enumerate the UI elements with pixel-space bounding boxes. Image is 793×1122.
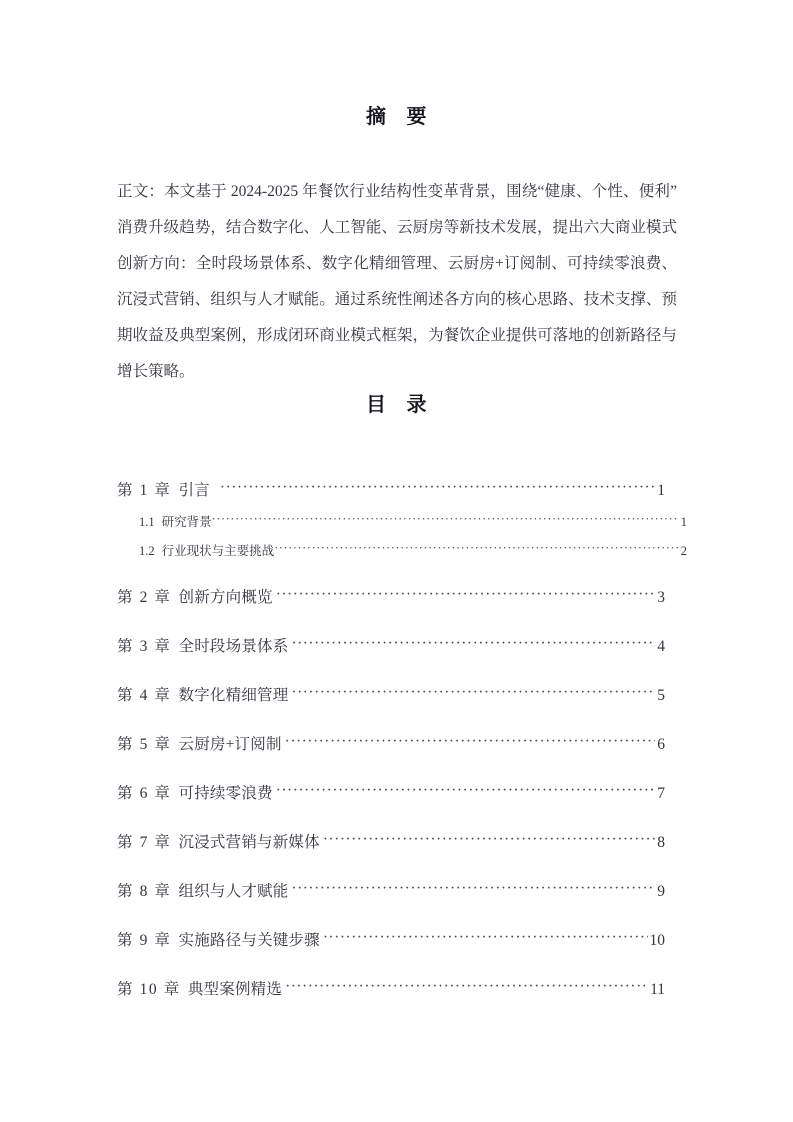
toc-entry-number: 第 6 章 [117, 785, 172, 802]
toc-entry[interactable] [117, 634, 665, 656]
toc-entry-number: 第 9 章 [117, 932, 172, 949]
toc-leader-dots [276, 782, 656, 800]
toc-entry-page-number: 9 [657, 883, 665, 900]
toc-heading [0, 388, 793, 417]
toc-leader-dots [285, 733, 656, 751]
abstract-body-text: 正文：本文基于 2024-2025 年餐饮行业结构性变革背景，围绕“健康、个性、便利”消费升级趋势，结合数字化、人工智能、云厨房等新技术发展，提出六大商业模式创新方向：全时段场景体系、数字化精细管理、云厨房+订阅制、可持续零浪费、沉浸式营销、组织与人才赋能。通过系统性阐述各方向的核心思路、技术支撑、预期收益及典型案例，形成闭环商业模式框架，为餐饮企业提供可落地的创新路径与增长策略。 [117, 182, 677, 380]
toc-entry[interactable] [117, 585, 665, 607]
toc-entry-title: 创新方向概览 [178, 589, 273, 606]
toc-entry-title: 实施路径与关键步骤 [178, 932, 320, 949]
toc-entry[interactable] [117, 541, 687, 559]
toc-entry-title: 行业现状与主要挑战 [161, 544, 275, 558]
toc-entry-page-number: 11 [650, 981, 665, 998]
abstract-heading [0, 100, 793, 129]
toc-entry-page-number: 1 [680, 515, 687, 529]
toc-leader-dots [323, 929, 648, 947]
toc-entry-title: 全时段场景体系 [178, 638, 289, 655]
toc-leader-dots [323, 831, 655, 849]
toc-leader-dots [276, 586, 656, 604]
toc-entry-page-number: 7 [657, 785, 665, 802]
toc-entry-number: 1.1 [139, 515, 155, 529]
toc-entry-number: 第 5 章 [117, 736, 172, 753]
toc-entry-page-number: 5 [657, 687, 665, 704]
toc-entry-number: 第 10 章 [117, 981, 181, 998]
toc-entry[interactable] [117, 879, 665, 901]
toc-entry-page-number: 1 [657, 482, 665, 499]
toc-list [117, 478, 687, 1026]
toc-entry-number: 第 4 章 [117, 687, 172, 704]
toc-entry-title: 可持续零浪费 [178, 785, 273, 802]
toc-entry-number: 第 8 章 [117, 883, 172, 900]
toc-entry-number: 第 7 章 [117, 834, 172, 851]
toc-entry-title: 沉浸式营销与新媒体 [178, 834, 320, 851]
toc-entry-page-number: 4 [657, 638, 665, 655]
toc-entry-page-number: 6 [657, 736, 665, 753]
toc-leader-dots [291, 684, 655, 702]
toc-entry-page-number: 3 [657, 589, 665, 606]
toc-entry-number: 第 2 章 [117, 589, 172, 606]
toc-entry[interactable] [117, 478, 665, 500]
toc-entry-title: 引言 [178, 482, 210, 499]
toc-leader-dots [274, 541, 679, 556]
toc-entry-number: 第 1 章 [117, 482, 172, 499]
toc-leader-dots [291, 635, 655, 653]
toc-heading-char-2: 录 [406, 394, 427, 416]
toc-entry-title: 云厨房+订阅制 [178, 736, 282, 753]
toc-entry[interactable] [117, 512, 687, 530]
toc-entry-title: 组织与人才赋能 [178, 883, 289, 900]
toc-entry-title: 典型案例精选 [187, 981, 283, 998]
toc-entry-number: 第 3 章 [117, 638, 172, 655]
toc-heading-char-1: 目 [366, 394, 387, 416]
toc-leader-dots [291, 880, 655, 898]
toc-entry-title: 研究背景 [161, 515, 212, 529]
abstract-heading-char-2: 要 [406, 106, 427, 128]
toc-entry[interactable] [117, 732, 665, 754]
toc-entry-page-number: 8 [657, 834, 665, 851]
toc-leader-dots [212, 512, 679, 527]
toc-entry[interactable] [117, 683, 665, 705]
toc-leader-dots [220, 479, 655, 497]
toc-entry-title: 数字化精细管理 [178, 687, 289, 704]
toc-entry[interactable] [117, 928, 665, 950]
toc-entry[interactable] [117, 781, 665, 803]
toc-entry[interactable] [117, 977, 665, 999]
toc-entry-page-number: 10 [649, 932, 665, 949]
toc-leader-dots [285, 978, 648, 996]
abstract-heading-char-1: 摘 [366, 106, 387, 128]
toc-entry-page-number: 2 [680, 544, 687, 558]
toc-entry[interactable] [117, 830, 665, 852]
toc-entry-number: 1.2 [139, 544, 155, 558]
